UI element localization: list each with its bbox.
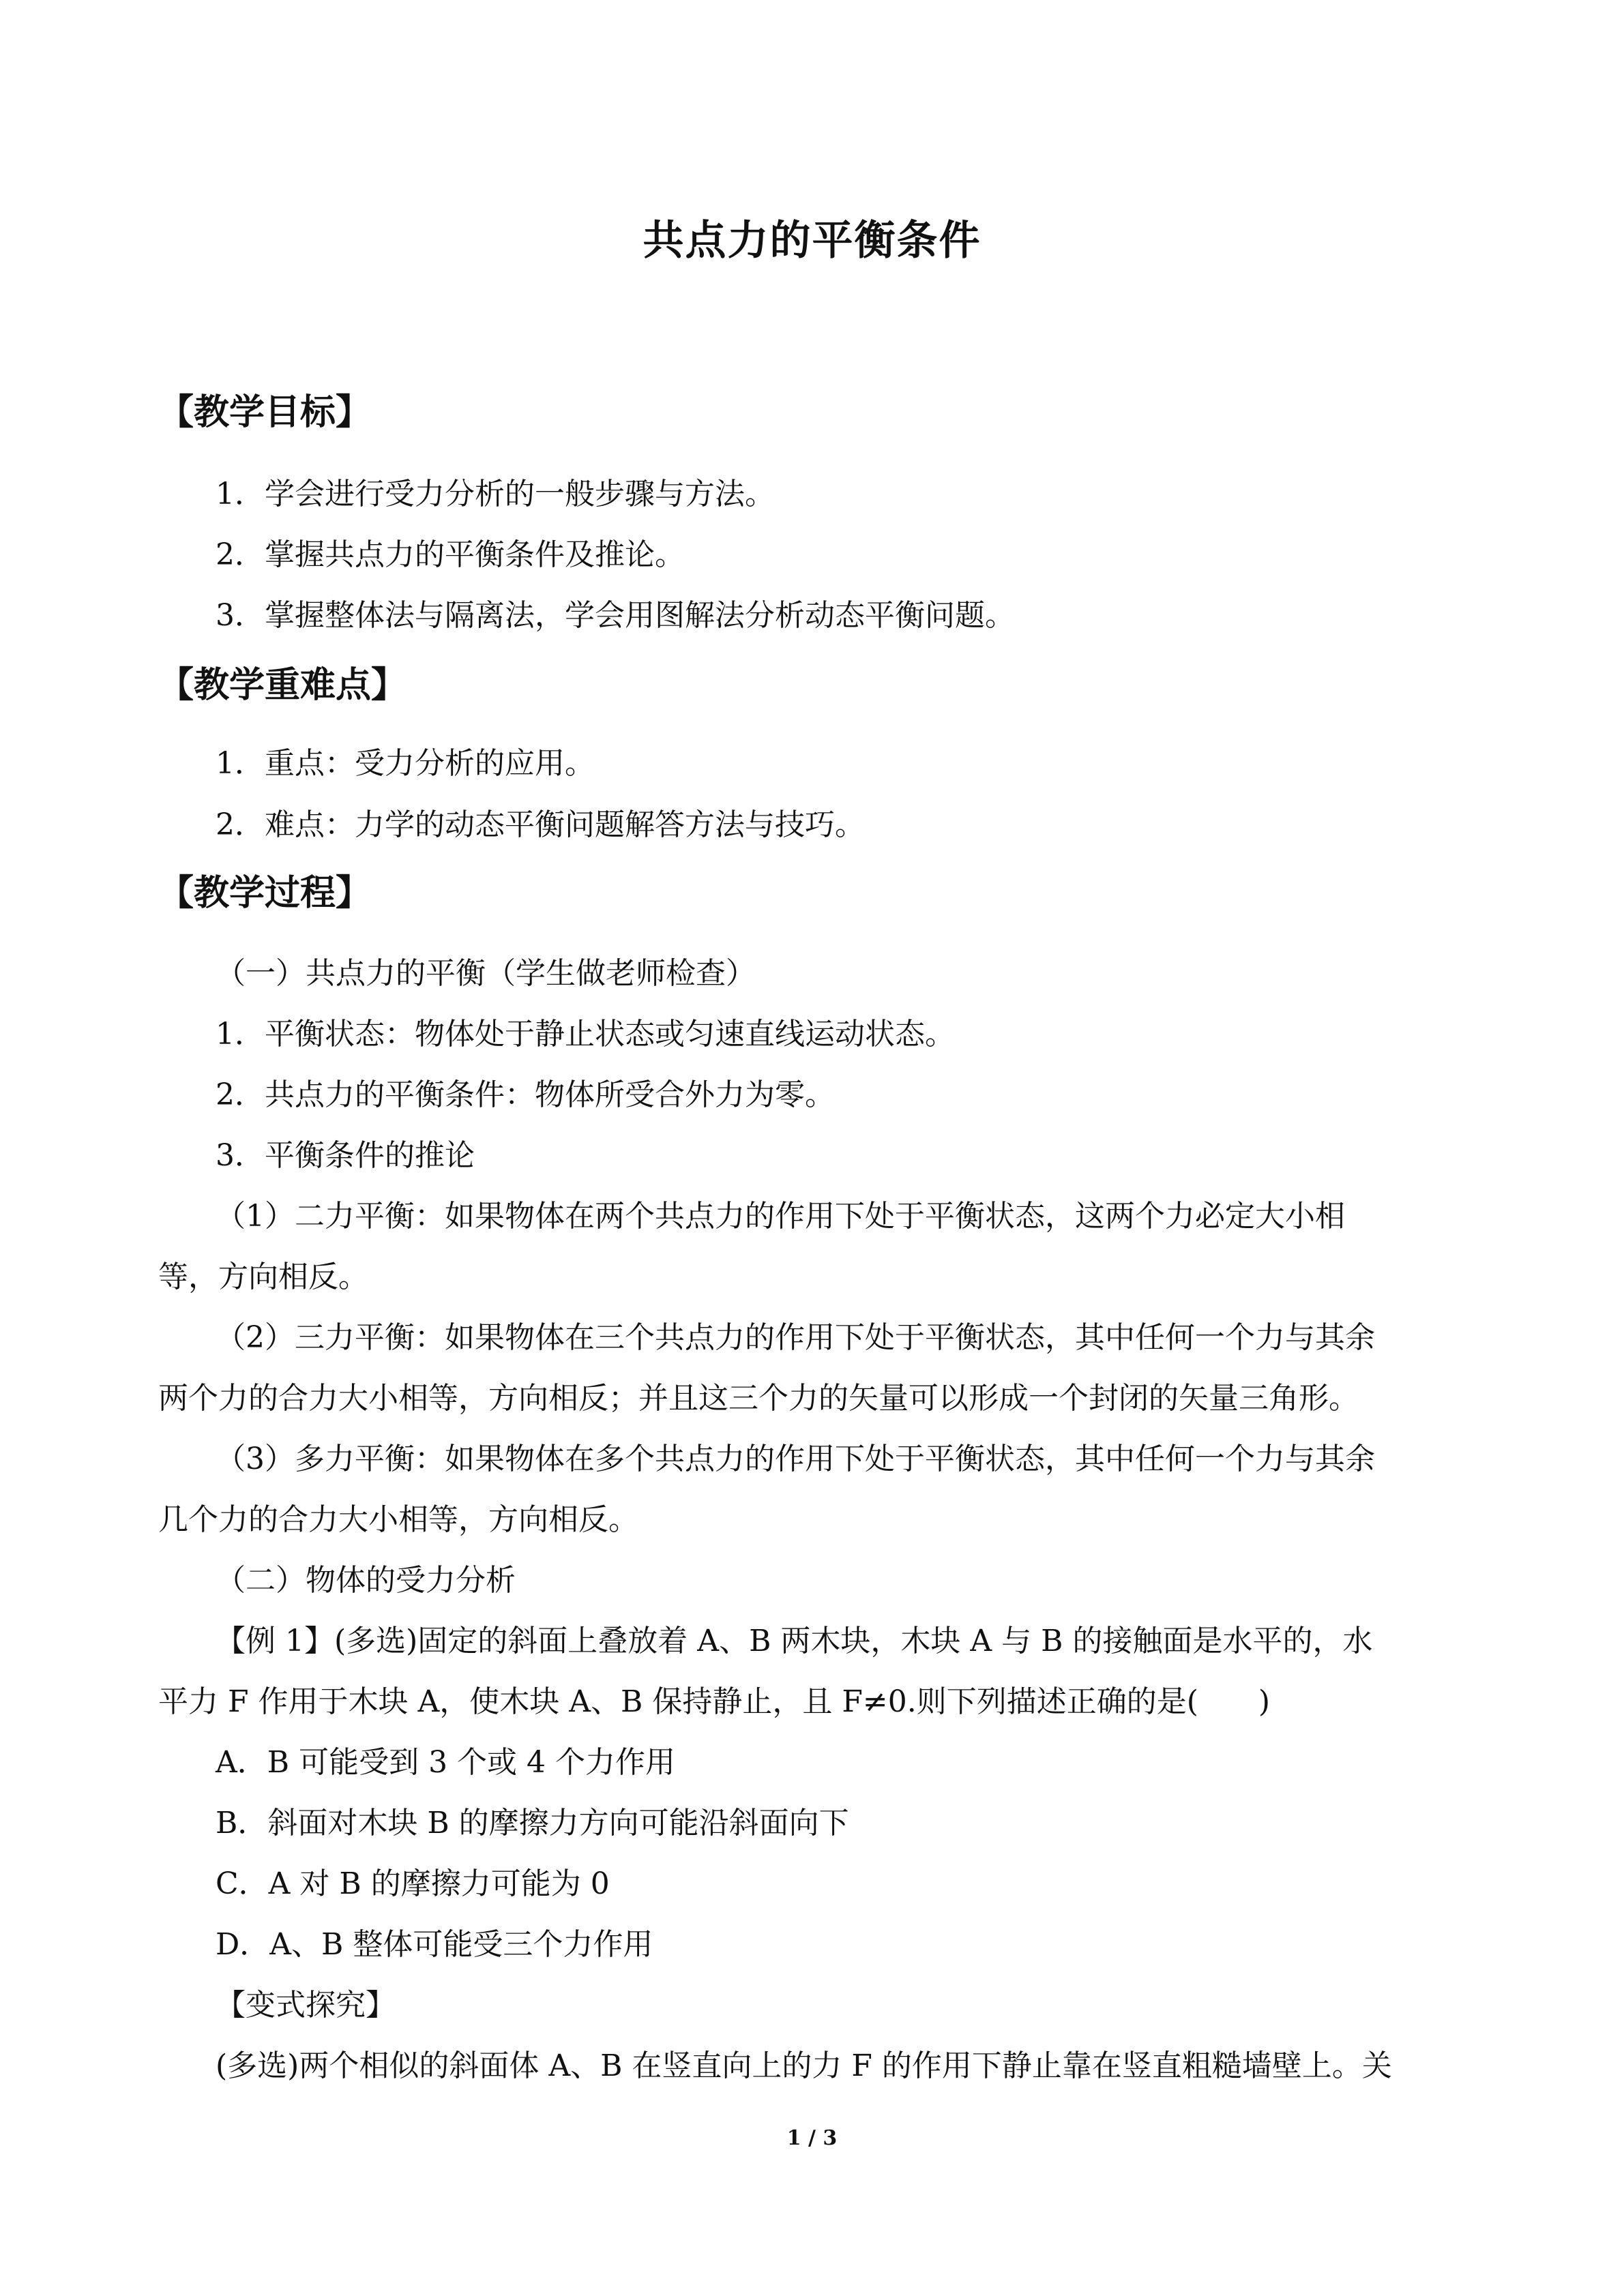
page-title: 共点力的平衡条件 (643, 217, 981, 265)
process-line: （1）二力平衡：如果物体在两个共点力的作用下处于平衡状态，这两个力必定大小相 (216, 1199, 1345, 1234)
key-point-item-2: 2．难点：力学的动态平衡问题解答方法与技巧。 (216, 807, 865, 842)
objective-item-1: 1．学会进行受力分析的一般步骤与方法。 (216, 477, 775, 511)
process-line: 几个力的合力大小相等，方向相反。 (158, 1502, 638, 1537)
page-number: 1 / 3 (786, 2126, 838, 2150)
process-line: 2．共点力的平衡条件：物体所受合外力为零。 (216, 1077, 835, 1112)
section-heading-objectives: 【教学目标】 (158, 392, 372, 433)
option-a: A．B 可能受到 3 个或 4 个力作用 (216, 1745, 676, 1780)
process-line: 1．平衡状态：物体处于静止状态或匀速直线运动状态。 (216, 1017, 955, 1052)
section-heading-key-points: 【教学重难点】 (158, 665, 407, 706)
objective-item-2: 2．掌握共点力的平衡条件及推论。 (216, 537, 685, 572)
process-line: （二）物体的受力分析 (216, 1563, 516, 1598)
process-line: 两个力的合力大小相等，方向相反；并且这三个力的矢量可以形成一个封闭的矢量三角形。 (158, 1381, 1359, 1416)
option-b: B．斜面对木块 B 的摩擦力方向可能沿斜面向下 (216, 1806, 849, 1840)
process-line: （3）多力平衡：如果物体在多个共点力的作用下处于平衡状态，其中任何一个力与其余 (216, 1442, 1375, 1476)
variant-heading: 【变式探究】 (216, 1988, 396, 2023)
option-d: D．A、B 整体可能受三个力作用 (216, 1927, 653, 1962)
section-heading-process: 【教学过程】 (158, 873, 372, 914)
option-c: C．A 对 B 的摩擦力可能为 0 (216, 1866, 610, 1901)
variant-line-1: (多选)两个相似的斜面体 A、B 在竖直向上的力 F 的作用下静止靠在竖直粗糙墙壁上。关 (216, 2048, 1392, 2083)
process-line: 等，方向相反。 (158, 1259, 368, 1294)
objective-item-3: 3．掌握整体法与隔离法，学会用图解法分析动态平衡问题。 (216, 598, 1015, 633)
process-line: （2）三力平衡：如果物体在三个共点力的作用下处于平衡状态，其中任何一个力与其余 (216, 1320, 1375, 1355)
example-1-line-1: 【例 1】(多选)固定的斜面上叠放着 A、B 两木块，木块 A 与 B 的接触面是水平的，水 (216, 1624, 1373, 1658)
example-1-line-2: 平力 F 作用于木块 A，使木块 A、B 保持静止，且 F≠0.则下列描述正确的是( ) (158, 1684, 1271, 1719)
process-line: （一）共点力的平衡（学生做老师检查） (216, 956, 756, 991)
process-line: 3．平衡条件的推论 (216, 1138, 475, 1173)
key-point-item-1: 1．重点：受力分析的应用。 (216, 746, 595, 781)
